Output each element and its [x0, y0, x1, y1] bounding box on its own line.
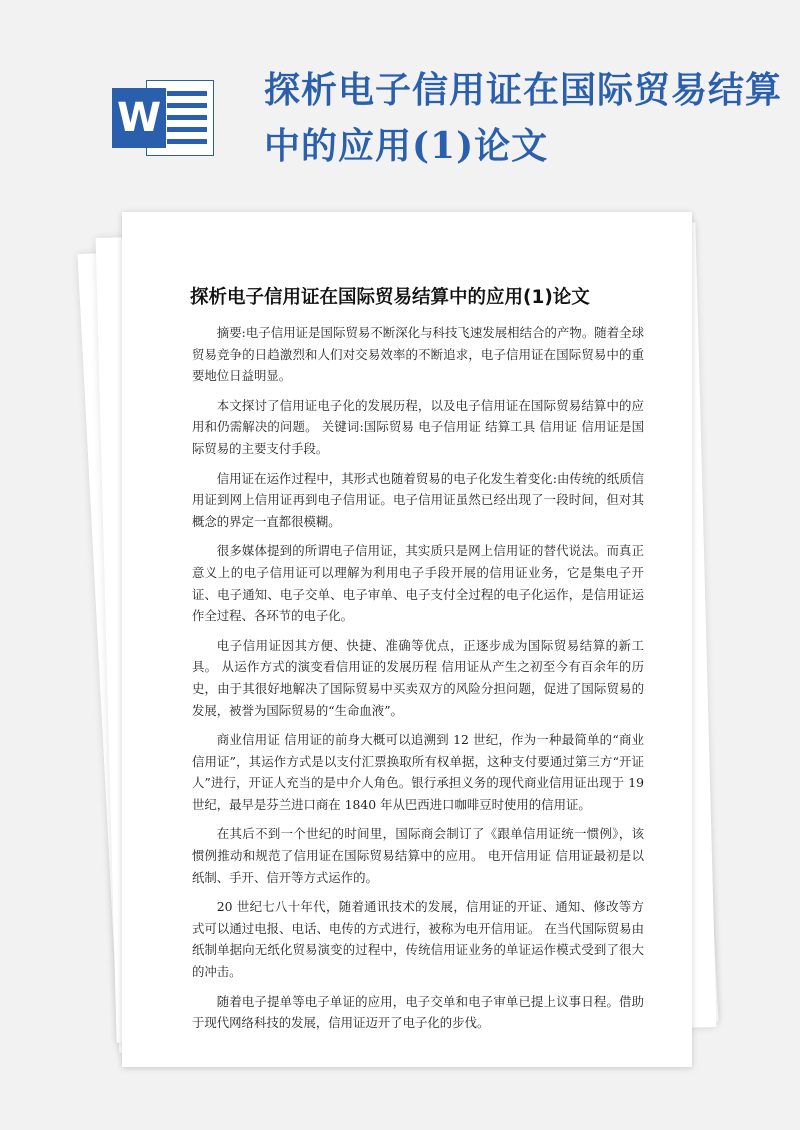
paragraph: 随着电子提单等电子单证的应用，电子交单和电子审单已提上议事日程。借助于现代网络科技的发展，信用证迈开了电子化的步伐。 — [192, 993, 644, 1031]
document-page — [122, 212, 692, 1067]
paragraph: 信用证在运作过程中，其形式也随着贸易的电子化发生着变化:由传统的纸质信用证到网上信用证再到电子信用证。电子信用证虽然已经出现了一段时间，但对其概念的界定一直都很模糊。 — [192, 470, 644, 529]
paragraph: 电子信用证因其方便、快捷、准确等优点，正逐步成为国际贸易结算的新工具。 从运作方式的演变看信用证的发展历程 信用证从产生之初至今有百余年的历史，由于其很好地解决了国际贸易中买卖双方的风险分担问题，促进了国际贸易的发展，被誉为国际贸易的“生命血液”。 — [192, 637, 644, 718]
document-title: 探析电子信用证在国际贸易结算中的应用(1)论文 — [190, 287, 590, 308]
paragraph: 摘要:电子信用证是国际贸易不断深化与科技飞速发展相结合的产物。随着全球贸易竞争的日趋激烈和人们对交易效率的不断追求，电子信用证在国际贸易中的重要地位日益明显。 — [192, 325, 644, 384]
word-badge: W — [112, 88, 166, 148]
paragraph: 很多媒体提到的所谓电子信用证，其实质只是网上信用证的替代说法。而真正意义上的电子信用证可以理解为利用电子手段开展的信用证业务，它是集电子开证、电子通知、电子交单、电子审单、电子支付全过程的电子化运作，是信用证运作全过程、各环节的电子化。 — [192, 543, 644, 624]
paragraph: 本文探讨了信用证电子化的发展历程，以及电子信用证在国际贸易结算中的应用和仍需解决的问题。 关键词:国际贸易 电子信用证 结算工具 信用证 信用证是国际贸易的主要支付手段。 — [192, 397, 644, 456]
paragraph: 在其后不到一个世纪的时间里，国际商会制订了《跟单信用证统一惯例》，该惯例推动和规范了信用证在国际贸易结算中的应用。 电开信用证 信用证最初是以纸制、手开、信开等方式运作的。 — [192, 826, 644, 885]
paragraph: 商业信用证 信用证的前身大概可以追溯到 12 世纪，作为一种最简单的“商业信用证”，其运作方式是以支付汇票换取所有权单据，这种支付要通过第三方“开证人”进行，开证人充当的是中介人角色。银行承担义务的现代商业信用证出现于 19 世纪，最早是芬兰进口商在 1840 年从巴西进口咖啡豆时使用的信用证。 — [192, 732, 644, 812]
word-document-icon — [112, 80, 214, 156]
cover-title: 探析电子信用证在国际贸易结算中的应用(1)论文 — [264, 69, 783, 167]
paragraph: 20 世纪七八十年代，随着通讯技术的发展，信用证的开证、通知、修改等方式可以通过电报、电话、电传的方式进行，被称为电开信用证。 在当代国际贸易由纸制单据向无纸化贸易演变的过程中，传统信用证业务的单证运作模式受到了很大的冲击。 — [192, 899, 644, 980]
document-body — [192, 322, 644, 1042]
